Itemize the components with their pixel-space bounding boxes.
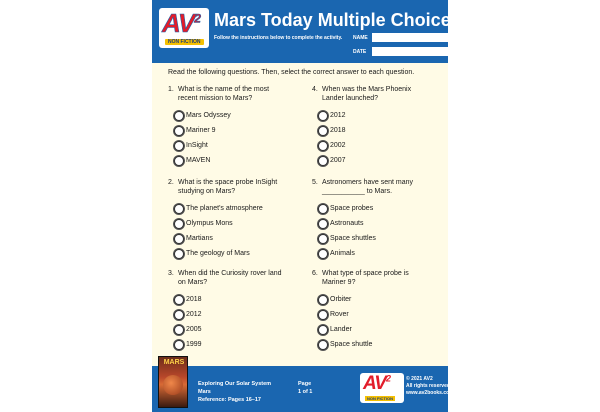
question-number: 4. [312,86,318,93]
answer-option[interactable]: The planet's atmosphere [174,203,298,214]
av2-logo [159,8,209,48]
copyright-text: © 2021 AV2 [406,376,433,382]
answer-option[interactable]: Space shuttle [318,339,442,350]
answer-option[interactable]: Mariner 9 [174,125,298,136]
answer-option[interactable]: Olympus Mons [174,218,298,229]
answer-bubble[interactable] [318,204,328,214]
series-name: Exploring Our Solar System [198,381,272,387]
reference-pages: Reference: Pages 16–17 [198,397,261,403]
answer-bubble[interactable] [174,111,184,121]
answer-bubble[interactable] [318,340,328,350]
question-5 [312,178,442,263]
book-info [198,380,271,404]
answer-bubble[interactable] [174,295,184,305]
question-2 [168,178,298,263]
answer-option[interactable]: Animals [318,248,442,259]
question-6 [312,269,442,354]
answer-bubble[interactable] [318,295,328,305]
answer-option[interactable]: 1999 [174,339,298,350]
answer-bubble[interactable] [318,234,328,244]
book-cover-image [158,356,188,408]
question-text: What is the name of the most recent mission to Mars? [178,86,270,102]
footer-av2-logo [360,373,404,403]
book-cover-title: MARS [163,359,185,366]
answer-bubble[interactable] [174,234,184,244]
answer-bubble[interactable] [174,204,184,214]
answer-option[interactable]: Martians [174,233,298,244]
logo-text: $AV^2$ [162,8,200,38]
answer-bubble[interactable] [318,249,328,259]
question-text: What is the space probe InSight studying on Mars? [178,179,278,195]
question-number: 5. [312,179,318,186]
answer-bubble[interactable] [318,126,328,136]
header-banner [152,0,451,63]
answer-bubble[interactable] [318,325,328,335]
answer-option[interactable]: Space probes [318,203,442,214]
question-text: Astronomers have sent many ___________ to Mars. [322,179,414,195]
name-label: NAME [353,35,368,41]
answer-bubble[interactable] [174,141,184,151]
page-title: Mars Today Multiple Choice [214,10,451,30]
answer-bubble[interactable] [174,249,184,259]
answer-bubble[interactable] [174,340,184,350]
footer-logo-text: $AV^2$ [363,373,390,394]
answer-option[interactable]: Rover [318,309,442,320]
answer-option[interactable]: Mars Odyssey [174,110,298,121]
question-4 [312,85,442,170]
answer-option[interactable]: Space shuttles [318,233,442,244]
answer-bubble[interactable] [174,156,184,166]
rights-text: All rights reserved. [406,383,452,389]
question-text: When was the Mars Phoenix Lander launched? [322,86,412,102]
date-label: DATE [353,49,367,55]
question-1 [168,85,298,170]
question-number: 6. [312,270,318,277]
answer-bubble[interactable] [318,310,328,320]
page-label: Page [298,381,312,387]
answer-option[interactable]: Astronauts [318,218,442,229]
footer-logo-subtitle: NON FICTION [367,396,393,401]
answer-option[interactable]: Lander [318,324,442,335]
answer-option[interactable]: 2018 [318,125,442,136]
copyright-block [406,376,454,397]
answer-option[interactable]: 2002 [318,140,442,151]
answer-bubble[interactable] [174,219,184,229]
worksheet [152,0,454,412]
answer-bubble[interactable] [174,325,184,335]
answer-option[interactable]: 2018 [174,294,298,305]
website-link[interactable]: www.av2books.com [406,390,454,396]
question-number: 1. [168,86,174,93]
answer-option[interactable]: Orbiter [318,294,442,305]
book-name: Mars [198,389,211,395]
answer-bubble[interactable] [174,310,184,320]
answer-option[interactable]: InSight [174,140,298,151]
answer-option[interactable]: 2007 [318,155,442,166]
answer-bubble[interactable] [318,141,328,151]
question-text: What type of space probe is Mariner 9? [322,270,409,286]
date-field[interactable] [372,47,452,56]
answer-option[interactable]: The geology of Mars [174,248,298,259]
answer-option[interactable]: 2012 [318,110,442,121]
page-info [298,380,312,396]
mars-planet-icon [163,375,183,395]
answer-option[interactable]: 2012 [174,309,298,320]
logo-subtitle: NON FICTION [165,39,204,45]
question-3 [168,269,298,354]
name-field[interactable] [372,33,452,42]
answer-option[interactable]: MAVEN [174,155,298,166]
question-number: 2. [168,179,174,186]
answer-option[interactable]: 2005 [174,324,298,335]
question-number: 3. [168,270,174,277]
question-text: When did the Curiosity rover land on Mars? [178,270,282,286]
answer-bubble[interactable] [318,111,328,121]
page-number: 1 of 1 [298,389,313,395]
intro-text: Read the following questions. Then, select the correct answer to each question. [168,69,415,76]
answer-bubble[interactable] [174,126,184,136]
instructions-text: Follow the instructions below to complete the activity. [214,35,343,41]
answer-bubble[interactable] [318,219,328,229]
answer-bubble[interactable] [318,156,328,166]
